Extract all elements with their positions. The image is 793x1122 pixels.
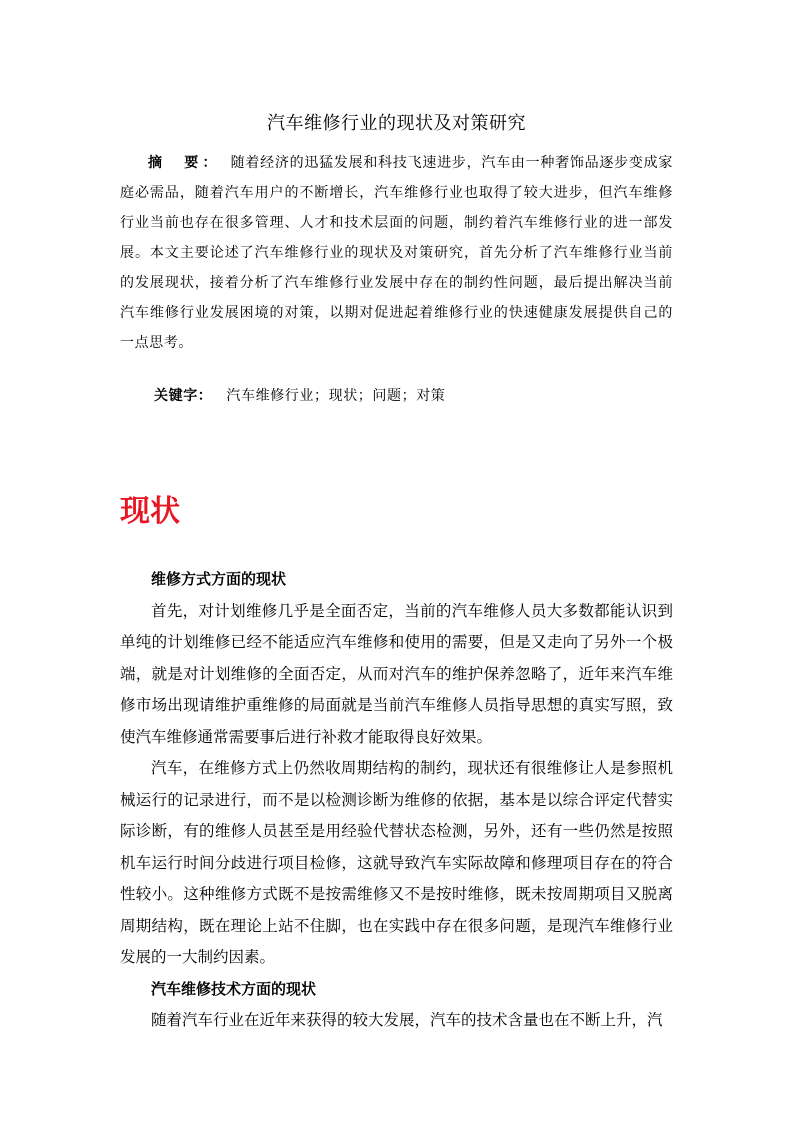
keywords-text: 汽车维修行业；现状；问题；对策 [226,388,446,404]
body-paragraph: 首先，对计划维修几乎是全面否定，当前的汽车维修人员大多数都能认识到单纯的计划维修已经不能适应汽车维修和使用的需要，但是又走向了另外一个极端，就是对计划维修的全面否定，从而对汽车的维护保养忽略了，近年来汽车维修市场出现请维护重维修的局面就是当前汽车维修人员指导思想的真实写照，致使汽车维修通常需要事后进行补救才能取得良好效果。 [120,601,673,746]
keywords [154,383,445,409]
abstract [120,148,673,358]
section-heading: 维修方式方面的现状 [151,570,287,588]
abstract-label: 摘 要： [148,155,221,171]
chapter-heading: 现状 [120,494,180,529]
body-paragraph: 随着汽车行业在近年来获得的较大发展，汽车的技术含量也在不断上升，汽 [151,1011,663,1029]
section-maintenance-mode [120,564,673,1037]
document-title: 汽车维修行业的现状及对策研究 [267,113,526,134]
abstract-text: 随着经济的迅猛发展和科技飞速进步，汽车由一种奢饰品逐步变成家庭必需品，随着汽车用户的不断增长，汽车维修行业也取得了较大进步，但汽车维修行业当前也存在很多管理、人才和技术层面的问题，制约着汽车维修行业的进一部发展。本文主要论述了汽车维修行业的现状及对策研究，首先分析了汽车维修行业当前的发展现状，接着分析了汽车维修行业发展中存在的制约性问题，最后提出解决当前汽车维修行业发展困境的对策，以期对促进起着维修行业的快速健康发展提供自己的一点思考。 [120,155,674,351]
section-heading: 汽车维修技术方面的现状 [151,979,317,998]
body-paragraph: 汽车，在维修方式上仍然收周期结构的制约，现状还有很维修让人是参照机械运行的记录进行，而不是以检测诊断为维修的依据，基本是以综合评定代替实际诊断，有的维修人员甚至是用经验代替状态检测，另外，还有一些仍然是按照机车运行时间分歧进行项目检修，这就导致汽车实际故障和修理项目存在的符合性较小。这种维修方式既不是按需维修又不是按时维修，既未按周期项目又脱离周期结构，既在理论上站不住脚，也在实践中存在很多问题，是现汽车维修行业发展的一大制约因素。 [120,759,673,966]
keywords-label: 关键字： [154,388,213,404]
